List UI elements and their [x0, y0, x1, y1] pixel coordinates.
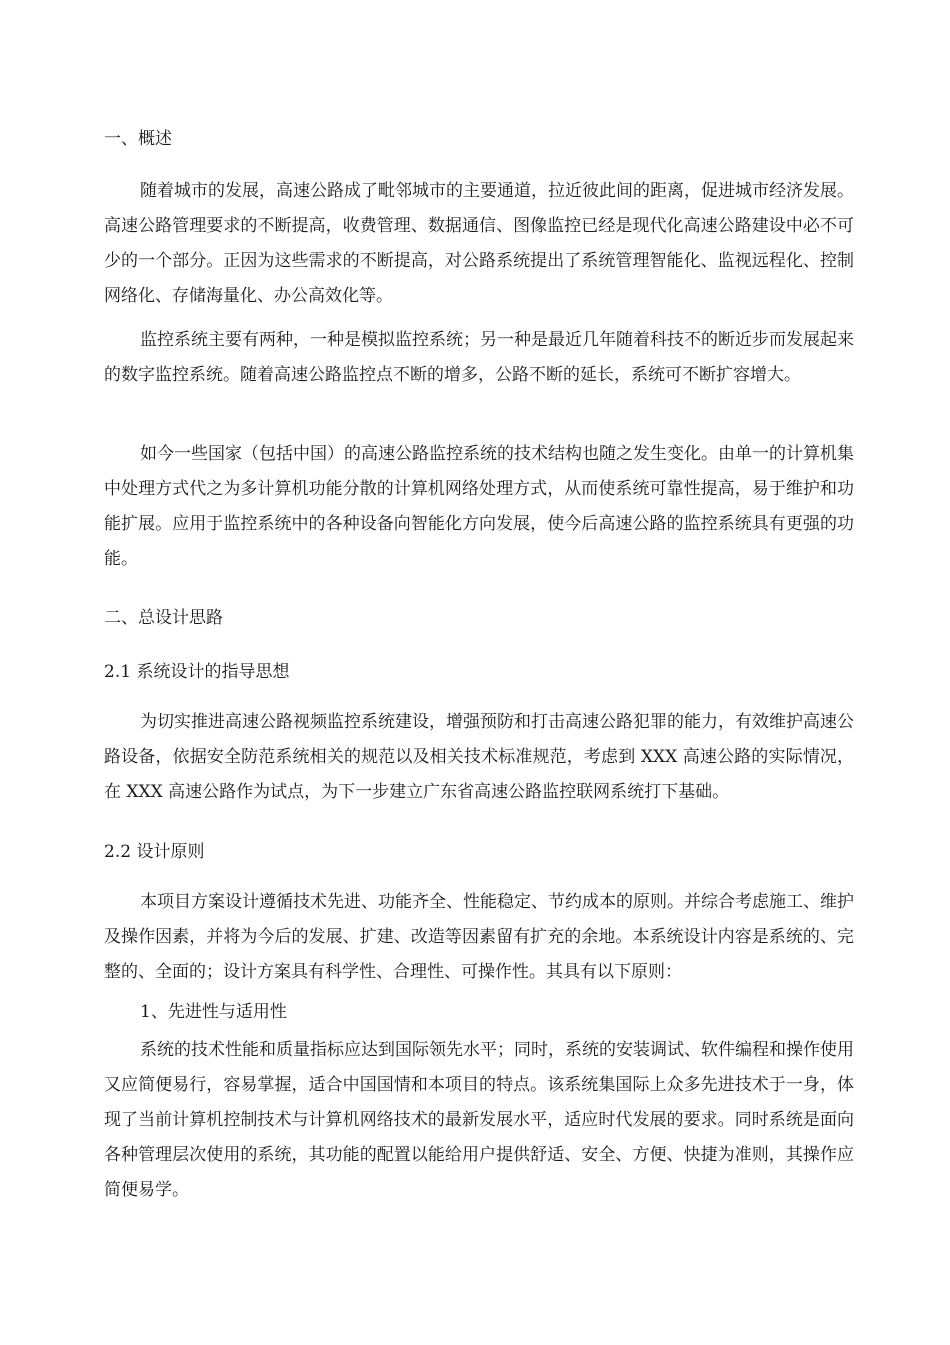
section-2-heading: 二、总设计思路 [104, 608, 223, 628]
principle-1-paragraph: 系统的技术性能和质量指标应达到国际领先水平；同时，系统的安装调试、软件编程和操作使用又应简便易行，容易掌握，适合中国国情和本项目的特点。该系统集国际上众多先进技术于一身，体现了当前计算机控制技术与计算机网络技术的最新发展水平，适应时代发展的要求。同时系统是面向各种管理层次使用的系统，其功能的配置以能给用户提供舒适、安全、方便、快捷为准则，其操作应简便易学。 [104, 1040, 854, 1200]
section-2-2-paragraph: 本项目方案设计遵循技术先进、功能齐全、性能稳定、节约成本的原则。并综合考虑施工、维护及操作因素，并将为今后的发展、扩建、改造等因素留有扩充的余地。本系统设计内容是系统的、完整的、全面的；设计方案具有科学性、合理性、可操作性。其具有以下原则： [104, 892, 854, 982]
section-2-2-heading: 2.2 设计原则 [104, 842, 205, 862]
section-1-heading: 一、概述 [104, 129, 172, 149]
section-2-1-heading: 2.1 系统设计的指导思想 [104, 662, 290, 682]
section-1-paragraph-3: 如今一些国家（包括中国）的高速公路监控系统的技术结构也随之发生变化。由单一的计算机集中处理方式代之为多计算机功能分散的计算机网络处理方式，从而使系统可靠性提高，易于维护和功能扩展。应用于监控系统中的各种设备向智能化方向发展，使今后高速公路的监控系统具有更强的功能。 [104, 444, 854, 569]
section-2-1-paragraph: 为切实推进高速公路视频监控系统建设，增强预防和打击高速公路犯罪的能力，有效维护高速公路设备，依据安全防范系统相关的规范以及相关技术标准规范，考虑到 XXX 高速公路的实际情况，在 XXX 高速公路作为试点，为下一步建立广东省高速公路监控联网系统打下基础。 [104, 712, 854, 802]
principle-1-title: 1、先进性与适用性 [140, 1002, 287, 1022]
section-1-paragraph-2: 监控系统主要有两种，一种是模拟监控系统；另一种是最近几年随着科技不的断近步而发展起来的数字监控系统。随着高速公路监控点不断的增多，公路不断的延长，系统可不断扩容增大。 [104, 330, 854, 385]
section-1-paragraph-1: 随着城市的发展，高速公路成了毗邻城市的主要通道，拉近彼此间的距离，促进城市经济发展。高速公路管理要求的不断提高，收费管理、数据通信、图像监控已经是现代化高速公路建设中必不可少的一个部分。正因为这些需求的不断提高，对公路系统提出了系统管理智能化、监视远程化、控制网络化、存储海量化、办公高效化等。 [104, 181, 854, 306]
